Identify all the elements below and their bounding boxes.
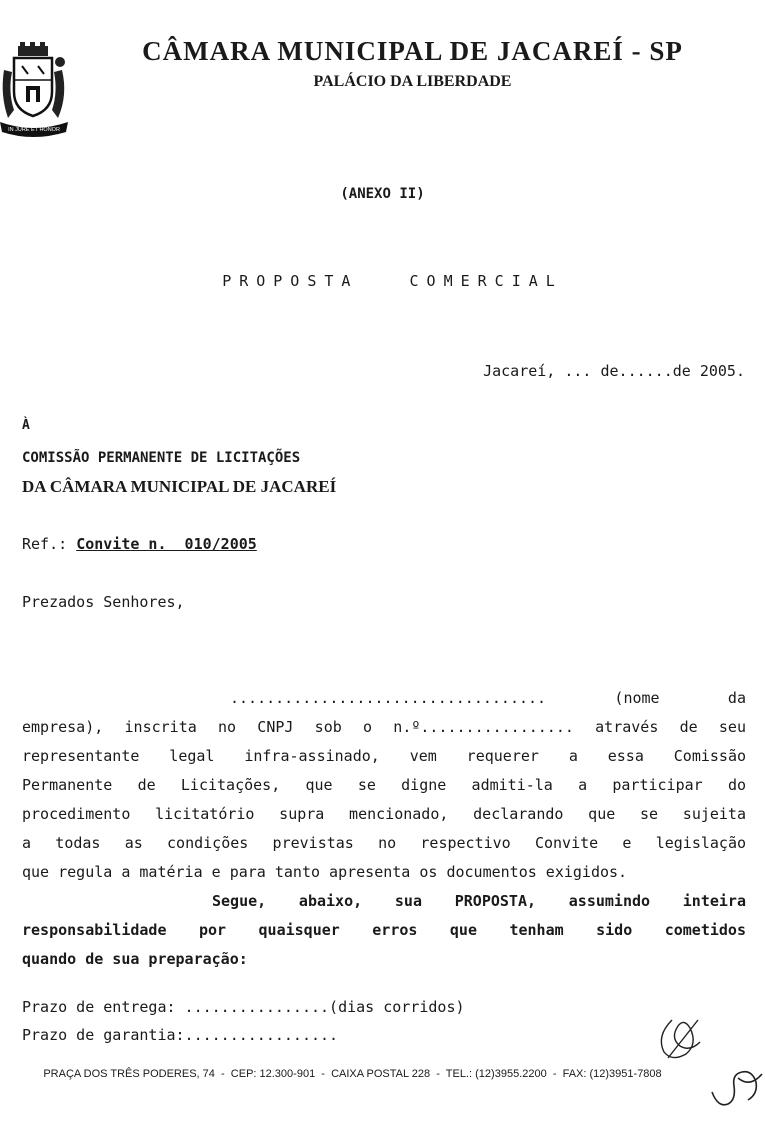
- crest-motto: IN JURE ET HONOR: [8, 127, 60, 133]
- warranty-term: Prazo de garantia:.................: [22, 1026, 339, 1044]
- body-line: Permanente de Licitações, que se digne admiti-la a participar do: [22, 776, 746, 794]
- document-title: PROPOSTA COMERCIAL: [222, 272, 563, 290]
- header-subtitle: PALÁCIO DA LIBERDADE: [313, 73, 512, 90]
- terms-block: [22, 993, 465, 1049]
- body-line: ................................... (nome da: [230, 689, 746, 707]
- body-line: a todas as condições previstas no respectivo Convite e legislação: [22, 834, 746, 852]
- body-bold-line: Segue, abaixo, sua PROPOSTA, assumindo inteira: [212, 892, 746, 910]
- addressee-prefix: À: [22, 418, 30, 433]
- page-footer: PRAÇA DOS TRÊS PODERES, 74 - CEP: 12.300-901 - CAIXA POSTAL 228 - TEL.: (12)3955.2200 - FAX: (12)3951-7808: [43, 1068, 662, 1080]
- reference-label: Ref.:: [22, 535, 77, 553]
- signature-initials-icon: [650, 1012, 706, 1064]
- body-line: que regula a matéria e para tanto apresenta os documentos exigidos.: [22, 863, 628, 881]
- body-line: representante legal infra-assinado, vem requerer a essa Comissão: [22, 747, 746, 765]
- body-line: procedimento licitatório supra mencionado, declarando que se sujeita: [22, 805, 746, 823]
- annex-label: (ANEXO II): [340, 186, 425, 202]
- body-line: empresa), inscrita no CNPJ sob o n.º................. através de seu: [22, 718, 746, 736]
- date-line: Jacareí, ... de......de 2005.: [483, 362, 745, 380]
- reference-value: Convite n. 010/2005: [76, 535, 257, 553]
- addressee-line-2: DA CÂMARA MUNICIPAL DE JACAREÍ: [22, 477, 337, 496]
- proposal-body: [22, 684, 746, 974]
- body-bold-line: quando de sua preparação:: [22, 950, 248, 968]
- addressee-line-1: COMISSÃO PERMANENTE DE LICITAÇÕES: [22, 450, 301, 466]
- delivery-term: Prazo de entrega: ................(dias corridos): [22, 998, 465, 1016]
- reference-line: [22, 535, 257, 553]
- body-bold-line: responsabilidade por quaisquer erros que tenham sido cometidos: [22, 921, 746, 939]
- greeting: Prezados Senhores,: [22, 593, 185, 611]
- header-title: CÂMARA MUNICIPAL DE JACAREÍ - SP: [142, 36, 683, 66]
